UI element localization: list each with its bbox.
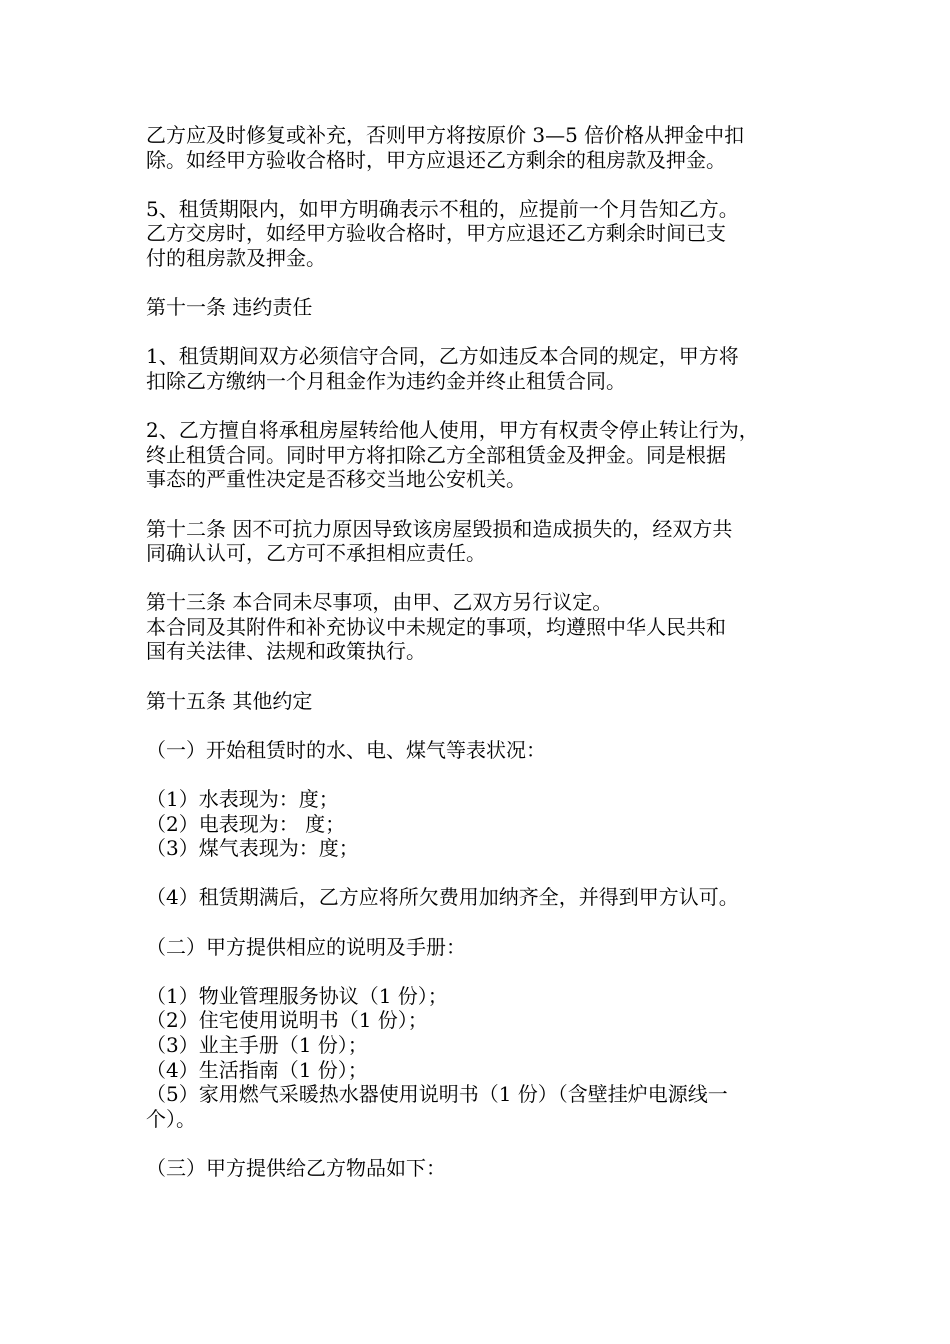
text-line: （1）物业管理服务协议（1 份）； [146,983,448,1008]
text-line: （1）水表现为：度； [146,787,339,812]
text-line: 2、乙方擅自将承租房屋转给他人使用，甲方有权责令停止转让行为， [146,418,759,443]
text-line: （4）生活指南（1 份）； [146,1057,368,1082]
text-line: 第十三条 本合同未尽事项，由甲、乙双方另行议定。 [146,590,613,615]
text-line: 第十二条 因不可抗力原因导致该房屋毁损和造成损失的，经双方共 [146,516,733,541]
paragraph [146,418,826,492]
text-line: 本合同及其附件和补充协议中未规定的事项，均遵照中华人民共和 [146,614,726,639]
text-line: 终止租赁合同。同时甲方将扣除乙方全部租赁金及押金。同是根据 [146,442,726,467]
text-line: （二）甲方提供相应的说明及手册： [146,934,466,959]
text-line: 事态的严重性决定是否移交当地公安机关。 [146,467,526,492]
paragraph [146,1156,826,1181]
paragraph [146,787,826,861]
text-line: （5）家用燃气采暖热水器使用说明书（1 份）（含壁挂炉电源线一 [146,1082,728,1107]
paragraph [146,935,826,960]
paragraph [146,295,826,320]
text-line: 1、租赁期间双方必须信守合同，乙方如违反本合同的规定，甲方将 [146,344,739,369]
paragraph [146,984,826,1132]
document-body [146,123,826,1205]
paragraph [146,885,826,910]
text-line: 除。如经甲方验收合格时，甲方应退还乙方剩余的租房款及押金。 [146,147,726,172]
text-line: 个）。 [146,1106,196,1131]
text-line: （4）租赁期满后，乙方应将所欠费用加纳齐全，并得到甲方认可。 [146,885,739,910]
text-line: 乙方交房时，如经甲方验收合格时，甲方应退还乙方剩余时间已支 [146,221,726,246]
text-line: 同确认认可，乙方可不承担相应责任。 [146,541,486,566]
text-line: （三）甲方提供给乙方物品如下： [146,1155,446,1180]
paragraph [146,197,826,271]
paragraph [146,123,826,172]
text-line: 国有关法律、法规和政策执行。 [146,639,426,664]
text-line: 扣除乙方缴纳一个月租金作为违约金并终止租赁合同。 [146,368,626,393]
text-line: （3）煤气表现为：度； [146,836,359,861]
text-line: 第十五条 其他约定 [146,688,313,713]
paragraph [146,738,826,763]
text-line: 乙方应及时修复或补充，否则甲方将按原价 3—5 倍价格从押金中扣 [146,123,745,147]
text-line: 付的租房款及押金。 [146,245,326,270]
text-line: 第十一条 违约责任 [146,295,313,320]
paragraph [146,517,826,566]
text-line: （一）开始租赁时的水、电、煤气等表状况： [146,737,546,762]
text-line: （3）业主手册（1 份）； [146,1032,368,1057]
paragraph [146,344,826,393]
text-line: （2）电表现为： 度； [146,811,346,836]
paragraph [146,689,826,714]
paragraph [146,590,826,664]
text-line: 5、租赁期限内，如甲方明确表示不租的，应提前一个月告知乙方。 [146,196,739,221]
text-line: （2）住宅使用说明书（1 份）； [146,1008,428,1033]
